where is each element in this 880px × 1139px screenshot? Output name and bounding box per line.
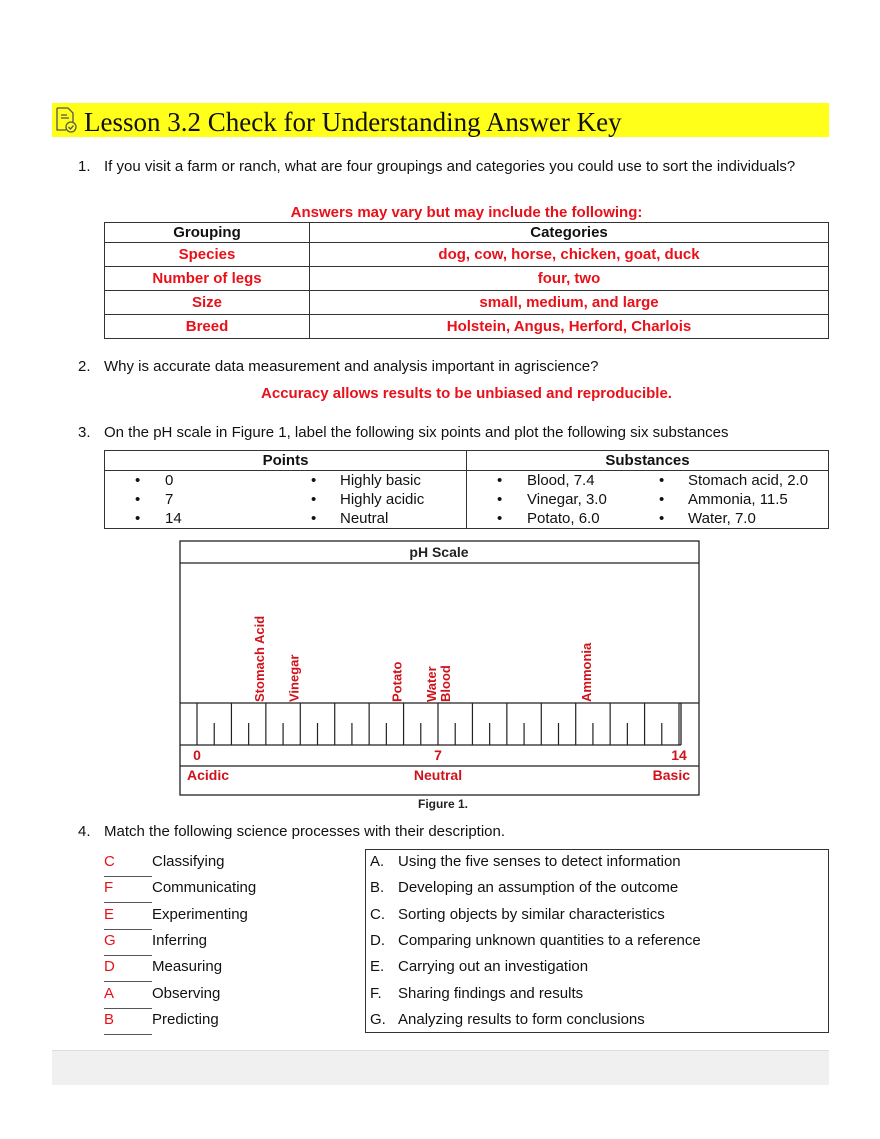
match-row bbox=[104, 930, 354, 956]
figure-caption: Figure 1. bbox=[417, 797, 469, 811]
list-item: 14 bbox=[165, 510, 182, 527]
question-number: 2. bbox=[78, 358, 91, 375]
bullet: • bbox=[659, 491, 665, 508]
ph-scale-figure bbox=[178, 540, 703, 815]
table-row bbox=[105, 291, 829, 315]
description-text: Comparing unknown quantities to a reference bbox=[398, 931, 701, 949]
substances-list bbox=[467, 471, 828, 528]
question-4 bbox=[78, 822, 798, 842]
column-header: Categories bbox=[310, 223, 829, 243]
process-label: Communicating bbox=[152, 879, 257, 897]
categories-cell: Holstein, Angus, Herford, Charlois bbox=[310, 315, 829, 339]
process-label: Observing bbox=[152, 984, 221, 1002]
list-item: Ammonia, 11.5 bbox=[688, 491, 788, 508]
description-text: Sharing findings and results bbox=[398, 984, 584, 1002]
bullet: • bbox=[311, 510, 317, 527]
page-footer bbox=[52, 1050, 829, 1085]
answer-blank[interactable]: B bbox=[104, 1011, 152, 1035]
bullet: • bbox=[135, 510, 141, 527]
column-header: Points bbox=[105, 451, 467, 471]
question-2 bbox=[78, 357, 798, 377]
description-item bbox=[370, 932, 701, 949]
match-row bbox=[104, 956, 354, 982]
substance-label: Potato bbox=[389, 661, 405, 702]
column-header: Grouping bbox=[105, 223, 310, 243]
description-text: Sorting objects by similar characteristics bbox=[398, 905, 665, 923]
description-item bbox=[370, 1011, 645, 1028]
bullet: • bbox=[497, 491, 503, 508]
list-item: Highly acidic bbox=[340, 491, 425, 508]
question-number: 3. bbox=[78, 424, 91, 441]
tick-label: 0 bbox=[193, 747, 201, 763]
bullet: • bbox=[497, 472, 503, 489]
process-label: Inferring bbox=[152, 931, 208, 949]
match-row bbox=[104, 877, 354, 903]
page-title: Lesson 3.2 Check for Understanding Answer Key bbox=[84, 107, 622, 137]
description-text: Using the five senses to detect information bbox=[398, 853, 681, 870]
categories-cell: dog, cow, horse, chicken, goat, duck bbox=[310, 243, 829, 267]
process-label: Experimenting bbox=[152, 905, 248, 923]
description-key: G. bbox=[370, 1010, 386, 1028]
description-text: Analyzing results to form conclusions bbox=[398, 1010, 645, 1028]
table-row bbox=[105, 315, 829, 339]
tick-label: 7 bbox=[434, 747, 442, 763]
points-substances-table bbox=[104, 450, 829, 529]
answer-blank[interactable]: A bbox=[104, 985, 152, 1009]
description-item bbox=[370, 906, 665, 923]
match-row bbox=[104, 983, 354, 1009]
grouping-table bbox=[104, 222, 829, 339]
chart-title: pH Scale bbox=[409, 544, 469, 560]
categories-cell: four, two bbox=[310, 267, 829, 291]
answer-blank[interactable]: C bbox=[104, 853, 152, 877]
bullet: • bbox=[135, 491, 141, 508]
substance-label: Ammonia bbox=[578, 642, 594, 702]
description-box bbox=[365, 849, 829, 1033]
answer-blank[interactable]: F bbox=[104, 879, 152, 903]
question-text: On the pH scale in Figure 1, label the following six points and plot the following six substances bbox=[104, 424, 729, 441]
table-row bbox=[105, 267, 829, 291]
description-item bbox=[370, 853, 681, 870]
bullet: • bbox=[311, 472, 317, 489]
process-label: Measuring bbox=[152, 958, 223, 976]
description-key: A. bbox=[370, 853, 385, 870]
list-item: Blood, 7.4 bbox=[527, 472, 595, 489]
bullet: • bbox=[659, 510, 665, 527]
question-3 bbox=[78, 423, 878, 443]
process-label: Classifying bbox=[152, 853, 225, 870]
list-item: Stomach acid, 2.0 bbox=[688, 472, 809, 489]
answer-blank[interactable]: G bbox=[104, 932, 152, 956]
description-item bbox=[370, 879, 678, 896]
question-text: Match the following science processes with their description. bbox=[104, 823, 506, 840]
bullet: • bbox=[497, 510, 503, 527]
tick-label: 14 bbox=[671, 747, 687, 763]
grouping-cell: Breed bbox=[105, 315, 310, 339]
grouping-cell: Species bbox=[105, 243, 310, 267]
question-text: If you visit a farm or ranch, what are four groupings and categories you could use to sort the individuals? bbox=[104, 158, 796, 175]
region-label-basic: Basic bbox=[652, 767, 690, 783]
points-list bbox=[105, 471, 466, 528]
match-row bbox=[104, 904, 354, 930]
region-label-neutral: Neutral bbox=[413, 767, 463, 783]
answer-note: Answers may vary but may include the following: bbox=[290, 204, 643, 221]
description-key: E. bbox=[370, 958, 385, 976]
question-number: 4. bbox=[78, 823, 91, 840]
list-item: 0 bbox=[165, 472, 174, 489]
list-item: 7 bbox=[165, 491, 174, 508]
list-item: Highly basic bbox=[340, 472, 421, 489]
description-item bbox=[370, 958, 588, 975]
bullet: • bbox=[135, 472, 141, 489]
categories-cell: small, medium, and large bbox=[310, 291, 829, 315]
answer-blank[interactable]: D bbox=[104, 958, 152, 982]
substance-label: Vinegar bbox=[286, 654, 302, 702]
substance-label: Stomach Acid bbox=[251, 615, 267, 702]
substance-label: Water bbox=[424, 666, 439, 702]
column-header: Substances bbox=[467, 451, 829, 471]
description-item bbox=[370, 985, 583, 1002]
description-key: B. bbox=[370, 879, 385, 897]
list-item: Neutral bbox=[340, 510, 389, 527]
description-text: Developing an assumption of the outcome bbox=[398, 879, 679, 897]
question-1 bbox=[78, 157, 798, 177]
region-label-acidic: Acidic bbox=[187, 767, 230, 783]
description-key: D. bbox=[370, 931, 385, 949]
match-row bbox=[104, 851, 354, 877]
match-row bbox=[104, 1009, 354, 1035]
bullet: • bbox=[311, 491, 317, 508]
table-row bbox=[105, 243, 829, 267]
bullet: • bbox=[659, 472, 665, 489]
list-item: Water, 7.0 bbox=[688, 510, 756, 527]
answer-blank[interactable]: E bbox=[104, 906, 152, 930]
document-check-icon bbox=[54, 107, 78, 133]
description-key: F. bbox=[370, 984, 382, 1002]
description-key: C. bbox=[370, 905, 385, 923]
answer-text: Accuracy allows results to be unbiased and reproducible. bbox=[261, 385, 672, 402]
question-text: Why is accurate data measurement and analysis important in agriscience? bbox=[104, 358, 599, 375]
process-label: Predicting bbox=[152, 1010, 219, 1028]
question-number: 1. bbox=[78, 158, 91, 175]
list-item: Vinegar, 3.0 bbox=[527, 491, 607, 508]
title-bar bbox=[52, 103, 829, 137]
list-item: Potato, 6.0 bbox=[527, 510, 600, 527]
description-text: Carrying out an investigation bbox=[398, 958, 589, 976]
grouping-cell: Size bbox=[105, 291, 310, 315]
substance-label: Blood bbox=[437, 665, 453, 702]
grouping-cell: Number of legs bbox=[105, 267, 310, 291]
